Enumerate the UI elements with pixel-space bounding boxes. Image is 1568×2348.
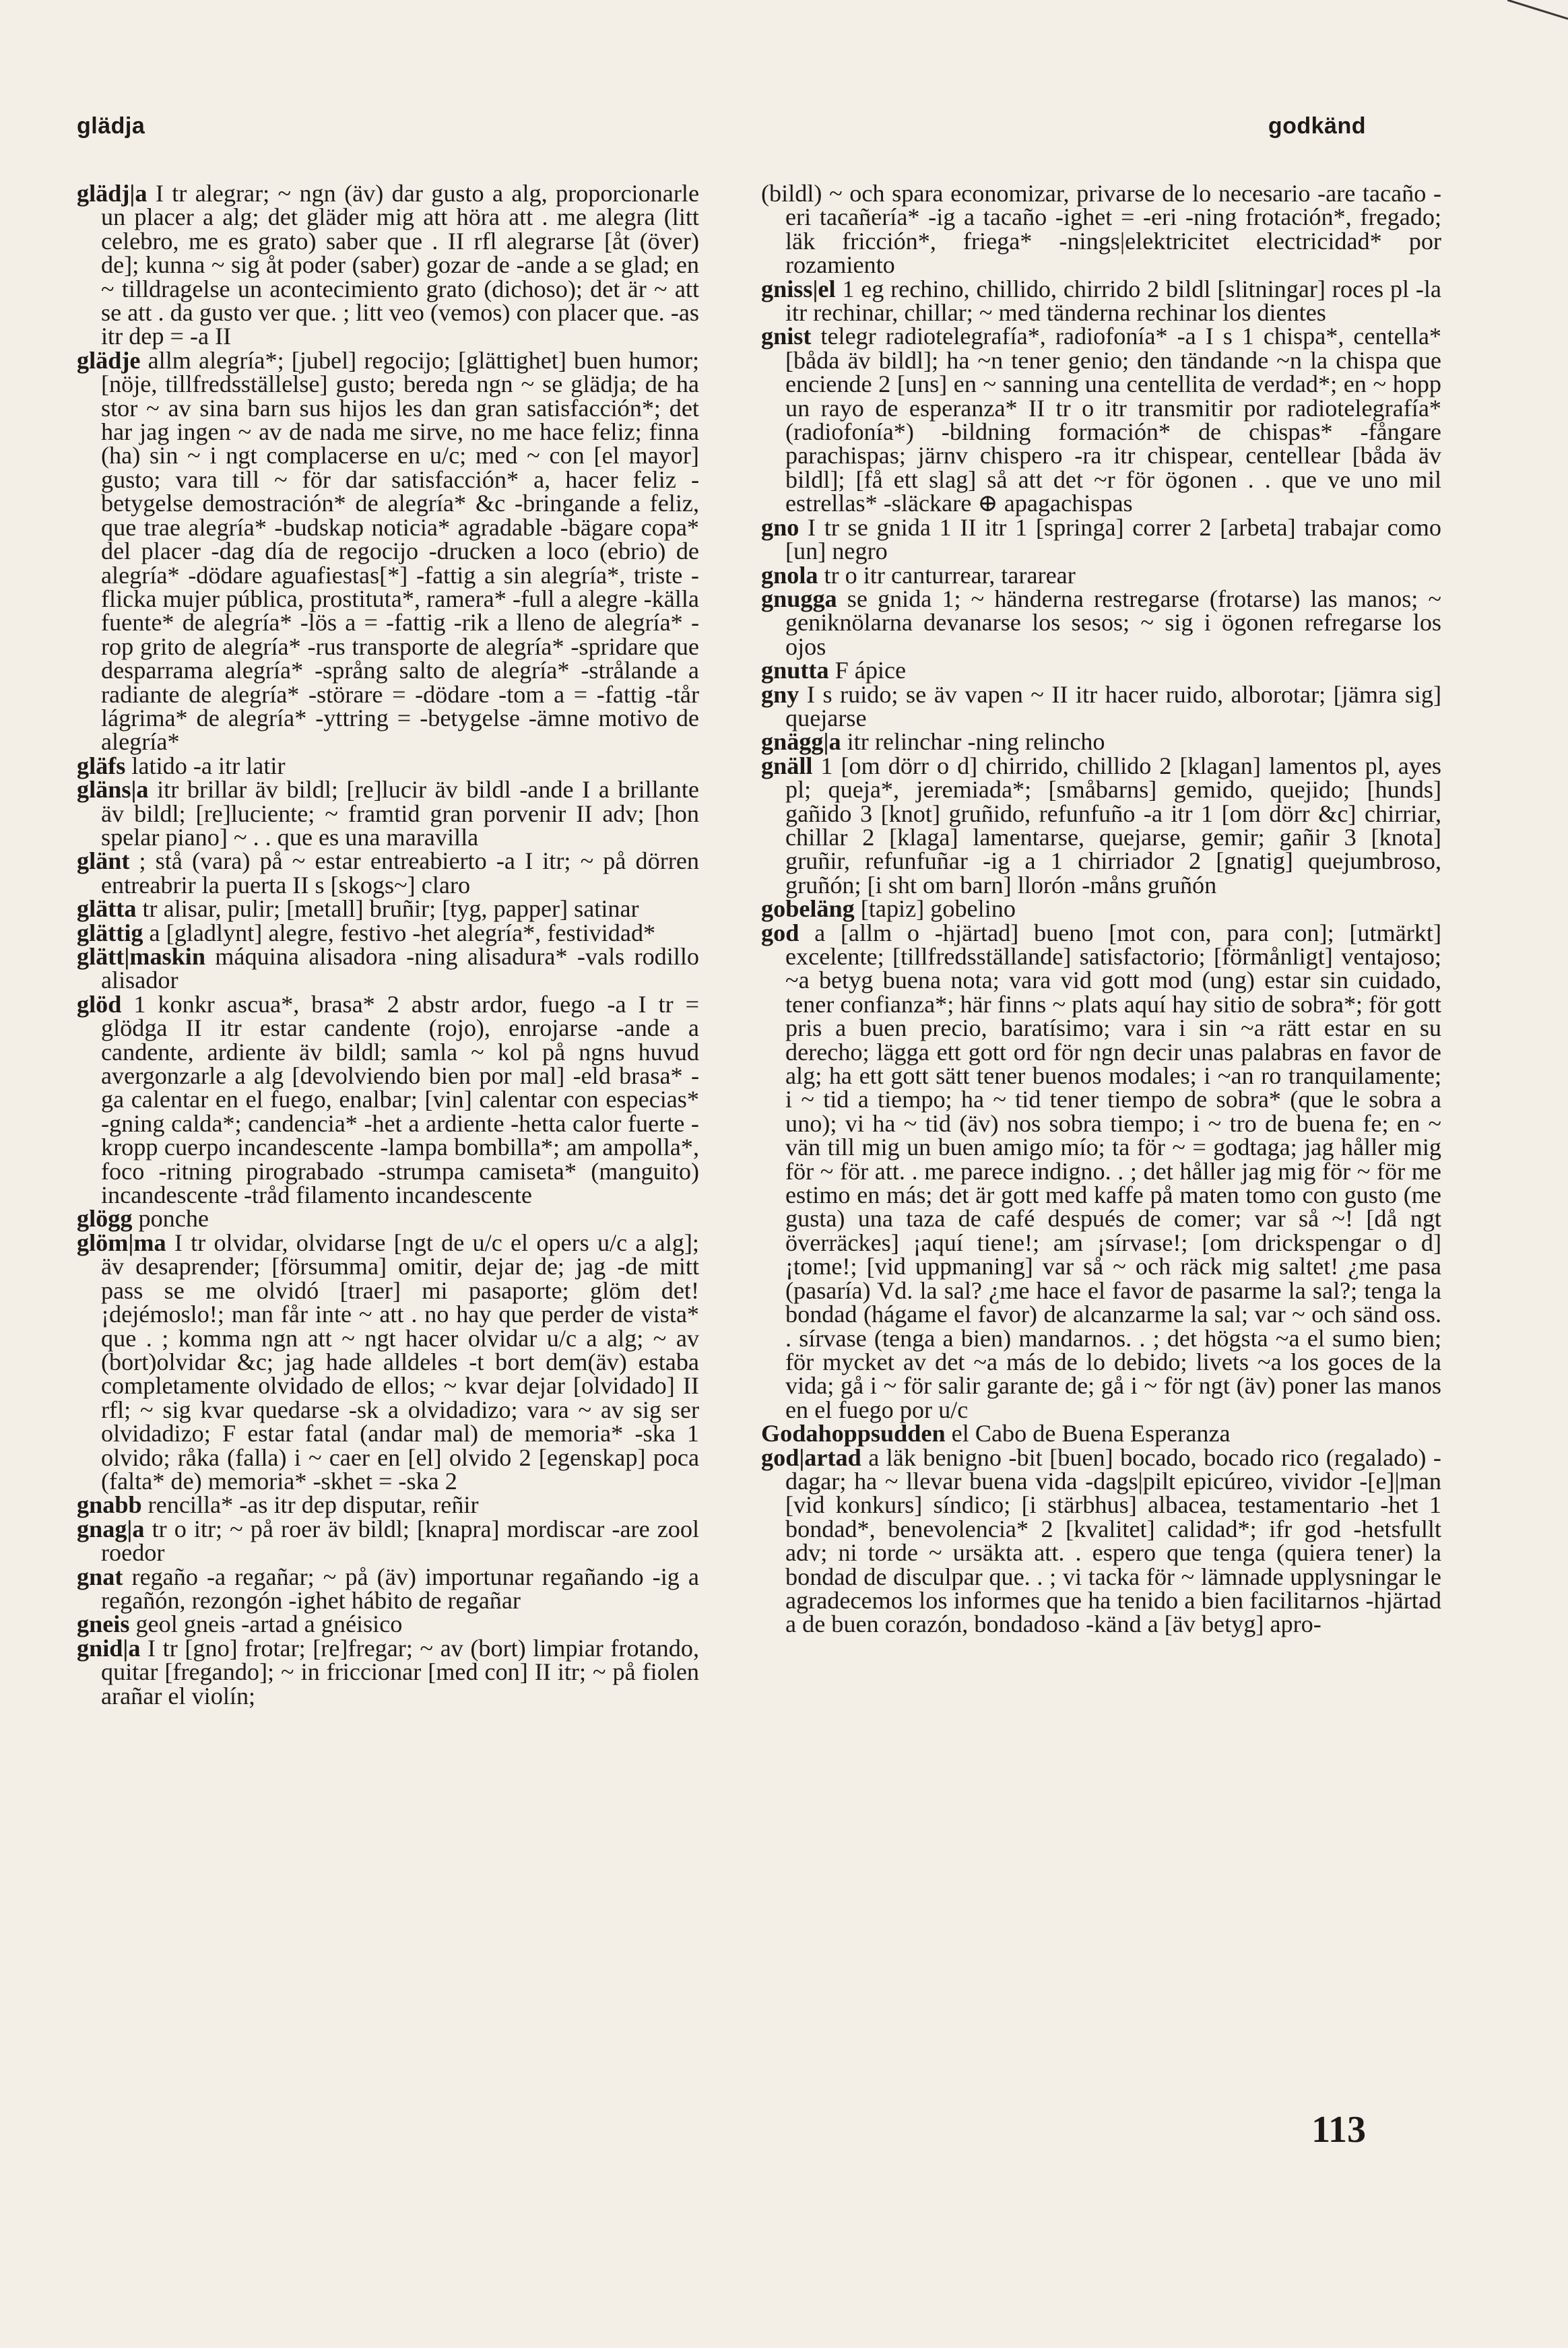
entry-definition: itr brillar äv bildl; [re]lucir äv bildl -ande I a brillante äv bildl; [re]luciente; ~ framtid gran porvenir II adv; [hon spelar piano] ~ . . que es una maravilla	[101, 776, 699, 851]
dictionary-entry	[77, 1634, 700, 1709]
dictionary-entry	[761, 680, 1441, 731]
entry-headword: gläns|a	[77, 776, 149, 804]
dictionary-entry	[77, 849, 699, 897]
entry-headword: gniss|el	[761, 275, 836, 302]
entry-headword: gnag|a	[77, 1515, 145, 1542]
dictionary-entry	[77, 921, 699, 945]
dictionary-entry	[761, 754, 1441, 897]
entry-definition: allm alegría*; [jubel] regocijo; [glättighet] buen humor; [nöje, tillfredsställelse] gusto; bereda ngn ~ se glädja; de ha stor ~ av sina barn sus hijos les dan gran satisfacción*; det har jag ingen ~ av de nada me sirve, no me hace feliz; finna (ha) sin ~ i ngt complacerse en u/c; med ~ con [el mayor] gusto; vara till ~ för dar satisfacción* a, hacer feliz -betygelse demostración* de alegría* &c -bringande a feliz, que trae alegría* -budskap noticia* agradable -bägare copa* del placer -dag día de regocijo -drucken a loco (ebrio) de alegría* -dödare aguafiestas[*] -fattig a sin alegría*, triste -flicka mujer pública, prostituta*, ramera* -full a alegre -källa fuente* de alegría* -lös a = -fattig -rik a lleno de alegría* -rop grito de alegría* -rus transporte de alegría* -spridare que desparrama alegría* -språng salto de alegría* -strålande a radiante de alegría* -störare = -dödare -tom a = -fattig -tår lágrima* de alegría* -yttring = -betygelse -ämne motivo de alegría*	[101, 346, 699, 756]
entry-definition: itr relinchar -ning relincho	[847, 728, 1105, 756]
entry-headword: glänt	[77, 847, 130, 875]
dictionary-entry	[761, 659, 1441, 682]
entry-definition: tr o itr canturrear, tararear	[824, 561, 1076, 589]
dictionary-entry	[761, 275, 1441, 327]
entry-headword: gnugga	[761, 585, 837, 612]
entry-headword: gno	[761, 513, 799, 541]
dictionary-entry	[77, 346, 699, 756]
dictionary-entry	[761, 1443, 1441, 1638]
dictionary-entry	[761, 1422, 1441, 1445]
entry-definition: I tr olvidar, olvidarse [ngt de u/c el opers u/c a alg]; äv desaprender; [försumma] omitir, dejar de; jag -de mitt pass se me olvidó [traer] mi pasaporte; glöm det! ¡dejémoslo!; man får inte ~ att . no hay que perder de vista* que . ; komma ngn att ~ ngt hacer olvidar u/c a alg; ~ av (bort)olvidar &c; jag hade alldeles -t bort dem(äv) estaba completamente olvidado de ellos; ~ kvar dejar [olvidado] II rfl; ~ sig kvar quedarse -sk a olvidadizo; vara ~ av sig ser olvidadizo; F estar fatal (andar mal) de memoria* -ska 1 olvido; råka (falla) i ~ caer en [el] olvido 2 [egenskap] poca (falta* de) memoria* -skhet = -ska 2	[101, 1229, 699, 1495]
entry-headword: gneis	[77, 1610, 130, 1638]
entry-headword: god	[761, 919, 799, 946]
entry-headword: gobeläng	[761, 895, 855, 923]
entry-headword: glädje	[77, 346, 141, 374]
entry-definition: I tr se gnida 1 II itr 1 [springa] correr 2 [arbeta] trabajar como [un] negro	[785, 513, 1441, 565]
entry-definition: rencilla* -as itr dep disputar, reñir	[148, 1491, 479, 1519]
entry-definition: (bildl) ~ och spara economizar, privarse de lo necesario -are tacaño -eri tacañería* -ig a tacaño -ighet = -eri -ning frotación*, fregado; läk fricción*, friega* -nings|elektricitet electricidad* por rozamiento	[761, 180, 1441, 279]
guide-word-left: glädja	[77, 113, 145, 139]
entry-definition: se gnida 1; ~ händerna restregarse (frotarse) las manos; ~ geniknölarna devanarse los sesos; ~ sig i ögonen refregarse los ojos	[785, 585, 1442, 660]
entry-definition: 1 konkr ascua*, brasa* 2 abstr ardor, fuego -a I tr = glödga II itr estar candente (rojo), enrojarse -ande a candente, ardiente äv bildl; samla ~ kol på ngns huvud avergonzarle a alg [devolviendo bien por mal] -eld brasa* -ga calentar en el fuego, enalbar; [vin] calentar con especias* -gning calda*; candencia* -het a ardiente -hetta calor fuerte -kropp cuerpo incandescente -lampa bombilla*; am ampolla*, foco -ritning pirograbado -strumpa camiseta* (manguito) incandescente -tråd filamento incandescente	[101, 990, 700, 1209]
entry-headword: gnäll	[761, 752, 813, 779]
entry-definition: a [gladlynt] alegre, festivo -het alegría*, festividad*	[149, 919, 656, 946]
entry-definition: F ápice	[835, 657, 907, 684]
dictionary-entry	[761, 587, 1441, 659]
entry-definition: I tr alegrar; ~ ngn (äv) dar gusto a alg, proporcionarle un placer a alg; det gläder mig att höra att . me alegra (litt celebro, me es grato) saber que . II rfl alegrarse [åt (över) de]; kunna ~ sig åt poder (saber) gozar de -ande a se glad; en ~ tilldragelse un acontecimiento grato (dichoso); det är ~ att se att . da gusto ver que. ; litt veo (vemos) con placer que. -as itr dep = -a II	[101, 180, 700, 350]
dictionary-entry	[761, 325, 1441, 515]
entry-headword: glädj|a	[77, 180, 148, 207]
dictionary-entry	[761, 561, 1441, 589]
dictionary-entry	[761, 921, 1441, 1423]
entry-headword: gnola	[761, 561, 818, 589]
dictionary-entry	[77, 945, 699, 993]
entry-definition: [tapiz] gobelino	[860, 895, 1016, 923]
entry-definition: ; stå (vara) på ~ estar entreabierto -a I itr; ~ på dörren entreabrir la puerta II s [skogs~] claro	[101, 847, 700, 899]
dictionary-entry	[761, 897, 1441, 921]
page-number: 113	[1311, 2109, 1366, 2151]
entry-definition: el Cabo de Buena Esperanza	[951, 1420, 1231, 1447]
entry-definition: telegr radiotelegrafía*, radiofonía* -a I s 1 chispa*, centella* [båda äv bildl]; ha ~n tener genio; den tändande ~n la chispa que enciende 2 [uns] en ~ sanning una centellita de verdad*; en ~ hopp un rayo de esperanza* II tr o itr transmitir por radiotelegrafía* (radiofonía*) -bildning formación* de chispas* -fångare parachispas; järnv chispero -ra itr chispear, centellear [båda äv bildl]; [få ett slag] så att det ~r för ögonen . . que ve uno mil estrellas* -släckare ⊕ apagachispas	[785, 323, 1441, 517]
entry-headword: Godahoppsudden	[761, 1420, 946, 1447]
entry-headword: glöm|ma	[77, 1229, 166, 1256]
corner-line-mark	[1507, 0, 1568, 20]
entry-definition: 1 [om dörr o d] chirrido, chillido 2 [klagan] lamentos pl, ayes pl; queja*, jeremiada*; [småbarns] gemido, quejido; [hunds] gañido 3 [knot] gruñido, refunfuño -a itr 1 [om dörr &c] chirriar, chillar 2 [klaga] lamentarse, quejarse, gemir; gañir 3 [knota] gruñir, refunfuñar -ig a 1 chirriador 2 [gnatig] quejumbroso, gruñón; [i sht om barn] llorón -måns gruñón	[785, 752, 1442, 899]
dictionary-entry	[77, 1207, 699, 1231]
entry-definition: 1 eg rechino, chillido, chirrido 2 bildl [slitningar] roces pl -la itr rechinar, chillar; ~ med tänderna rechinar los dientes	[785, 275, 1441, 327]
entry-definition: máquina alisadora -ning alisadura* -vals rodillo alisador	[101, 943, 700, 994]
entry-definition: I tr [gno] frotar; [re]fregar; ~ av (bort) limpiar frotando, quitar [fregando]; ~ in friccionar [med con] II itr; ~ på fiolen arañar el violín;	[101, 1634, 700, 1709]
right-column	[761, 182, 1441, 1637]
entry-headword: glögg	[77, 1205, 133, 1233]
entry-headword: glöd	[77, 990, 122, 1018]
entry-definition: a läk benigno -bit [buen] bocado, bocado rico (regalado) -dagar; ha ~ llevar buena vida -dags|pilt epicúreo, vividor -[e]|man [vid konkurs] síndico; [i stärbhus] albacea, testamentario -het 1 bondad*, benevolencia* 2 [kvalitet] calidad*; ifr god -hetsfullt adv; ni torde ~ ursäkta att. . espero que tenga (quiera tener) la bondad de disculpar que. . ; vi tacka för ~ lämnade upplysningar le agradecemos los informes que ha tenido a bien facilitarnos -hjärtad a de buen corazón, bondadoso -känd a [äv betyg] apro-	[785, 1443, 1441, 1638]
entry-headword: gny	[761, 680, 799, 708]
dictionary-entry	[77, 1612, 699, 1636]
entry-definition: latido -a itr latir	[131, 752, 286, 779]
dictionary-entry	[77, 1493, 699, 1517]
entry-definition: regaño -a regañar; ~ på (äv) importunar regañando -ig a regañón, rezongón -ighet hábito de regañar	[101, 1563, 699, 1614]
entry-headword: gnat	[77, 1563, 123, 1590]
entry-headword: gläfs	[77, 752, 126, 779]
entry-headword: gnid|a	[77, 1634, 141, 1662]
guide-word-right: godkänd	[1268, 113, 1366, 139]
entry-definition: tr o itr; ~ på roer äv bildl; [knapra] mordiscar -are zool roedor	[101, 1515, 700, 1567]
dictionary-entry	[77, 990, 700, 1209]
entry-definition: geol gneis -artad a gnéisico	[135, 1610, 403, 1638]
entry-definition: tr alisar, pulir; [metall] bruñir; [tyg, papper] satinar	[142, 895, 639, 923]
dictionary-entry	[77, 1231, 699, 1493]
entry-headword: glättig	[77, 919, 143, 946]
dictionary-entry	[761, 182, 1441, 278]
left-column	[77, 182, 699, 1708]
entry-headword: god|artad	[761, 1443, 861, 1471]
entry-headword: glätta	[77, 895, 137, 923]
entry-headword: gnutta	[761, 657, 829, 684]
dictionary-entry	[77, 778, 699, 849]
entry-headword: gnabb	[77, 1491, 142, 1519]
dictionary-entry	[77, 1515, 700, 1567]
entry-headword: gnist	[761, 323, 812, 350]
entry-definition: a [allm o -hjärtad] bueno [mot con, para con]; [utmärkt] excelente; [tillfredsställande] satisfactorio; [förmånligt] ventajoso; ~a betyg buena nota; vara vid gott mod (ung) estar sin cuidado, tener confianza*; här finns ~ plats aquí hay sitio de sobra*; för gott pris a buen precio, baratísimo; vara i sin ~a rätt estar en su derecho; lägga ett gott ord för ngn decir unas palabras en favor de alg; ha ett gott sätt tener buenos modales; i ~an ro tranquilamente; i ~ tid a tiempo; ha ~ tid tener tiempo de sobra* (que le sobra a uno); vi ha ~ tid (äv) nos sobra tiempo; i ~ tro de buena fe; en ~ vän till mig un buen amigo mío; ta för ~ = godtaga; jag håller mig för ~ för att. . me parece indigno. . ; det håller jag mig för ~ för me estimo en más; det är gott med kaffe på maten tomo con gusto (me gusta) una taza de café después de comer; var så ~! [då ngt överräckes] ¡aquí tiene!; am ¡sírvase!; [om drickspengar o d] ¡tome!; [vid uppmaning] var så ~ och räck mig saltet! ¿me pasa (pasaría) Vd. la sal? ¿me hace el favor de pasarme la sal?; tenga la bondad (hágame el favor) de alcanzarme la sal; var ~ och sänd oss. . sírvase (tenga a bien) mandarnos. . ; det högsta ~a el sumo bien; för mycket av det ~a más de lo debido; livets ~a los goces de la vida; gå i ~ för salir garante de; gå i ~ för ngt (äv) poner las manos en el fuego por u/c	[785, 919, 1441, 1423]
entry-definition: I s ruido; se äv vapen ~ II itr hacer ruido, alborotar; [jämra sig] quejarse	[785, 680, 1441, 731]
entry-headword: gnägg|a	[761, 728, 841, 756]
dictionary-entry	[77, 754, 699, 778]
dictionary-entry	[761, 513, 1441, 565]
dictionary-entry	[77, 1565, 699, 1613]
entry-definition: ponche	[138, 1205, 209, 1233]
entry-headword: glätt|maskin	[77, 943, 205, 970]
dictionary-entry	[761, 730, 1441, 754]
dictionary-entry	[77, 182, 699, 349]
dictionary-entry	[77, 897, 699, 921]
